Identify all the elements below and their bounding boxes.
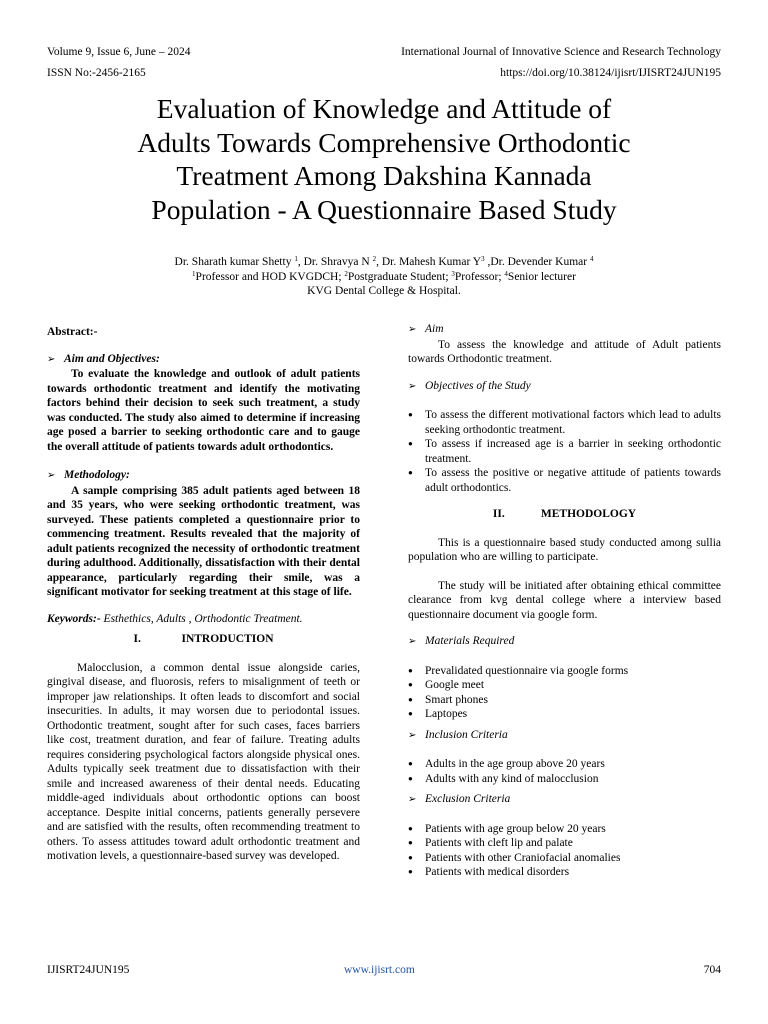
abstract-aim-text: To evaluate the knowledge and outlook of adult patients towards orthodontic treatment and identify the motivating factors behind their decision to seek such treatment, a study was conducted. The study also aimed to determine if increasing age posed a barrier to seeking orthodontic care and to gauge the overall attitude of patients towards adult orthodontics. [47, 368, 360, 453]
exclusion-heading [408, 792, 721, 808]
keywords-text: Esthethics, Adults , Orthodontic Treatment. [100, 612, 303, 625]
aim-label: Aim [425, 323, 444, 335]
arrow-bullet-icon: ➢ [47, 353, 56, 365]
aff-3-mark: 3 [451, 269, 455, 278]
list-item: ● To assess the positive or negative attitude of patients towards adult orthodontics. [408, 466, 721, 495]
arrow-bullet-icon: ➢ [47, 470, 56, 481]
keywords [47, 612, 360, 627]
list-item: ● Patients with other Craniofacial anomalies [408, 851, 721, 866]
arrow-bullet-icon: ➢ [408, 636, 417, 647]
author-2-mark: 2 [372, 255, 377, 263]
issn: ISSN No:-2456-2165 [47, 67, 146, 79]
author-4-mark: 4 [589, 255, 594, 263]
materials-heading [408, 634, 721, 650]
list-item: ● Adults with any kind of malocclusion [408, 772, 721, 787]
author-2: , Dr. Shravya N [297, 256, 373, 268]
author-3: , Dr. Mahesh Kumar Y [376, 256, 482, 268]
aim-objectives-heading [47, 352, 360, 368]
aff-2: Postgraduate Student; [347, 270, 452, 283]
objectives-list [408, 408, 721, 495]
author-4: ,Dr. Devender Kumar [484, 256, 590, 268]
paper-title: Evaluation of Knowledge and Attitude of Adults Towards Comprehensive Orthodontic Treatment Among Dakshina Kannada Population - A Questionnaire Based Study [137, 93, 631, 225]
exclusion-label: Exclusion Criteria [425, 793, 511, 805]
aff-4-mark: 4 [504, 269, 508, 278]
methodology-title: METHODOLOGY [540, 508, 637, 520]
intro-text: Malocclusion, a common dental issue alongside caries, gingival disease, and fluorosis, refers to misalignment of teeth or improper jaw relationships. It often leads to discomfort and social insecurities. In adults, it may worsen due to periodontal issues. Orthodontic treatment, sought after for such cases, faces barriers like cost, treatment duration, and fear of failure. Treating adults requires considering psychological factors alongside physical ones. Adults typically seek treatment due to dissatisfaction with their smile and increased awareness of their dental needs. Educating middle-aged individuals about orthodontic options can boost acceptance. Despite initial concerns, patients generally persevere and are satisfied with the results, often recommending treatment to others. To assess attitudes toward adult orthodontic treatment and motivation levels, a questionnaire-based survey was developed. [47, 661, 360, 862]
author-list [40, 255, 728, 270]
list-item: ● To assess the different motivational factors which lead to adults seeking orthodontic treatment. [408, 408, 721, 437]
left-column [47, 322, 360, 864]
aff-1-mark: 1 [192, 269, 196, 278]
footer-site-link[interactable]: www.ijisrt.com [344, 964, 415, 976]
methodology-p1: This is a questionnaire based study conducted among sullia population who are willing to participate. [408, 536, 721, 563]
inclusion-list [408, 757, 721, 786]
author-1: Dr. Sharath kumar Shetty [174, 256, 295, 268]
list-item: ● Patients with cleft lip and palate [408, 836, 721, 851]
methodology-section-heading [408, 507, 721, 522]
aff-2-mark: 2 [344, 269, 348, 278]
list-item: ● Patients with medical disorders [408, 865, 721, 880]
list-item: ● Laptopes [408, 707, 721, 722]
materials-list [408, 664, 721, 722]
abstract-heading: Abstract:- [47, 326, 98, 338]
intro-section-heading [47, 632, 360, 647]
list-item: ● Prevalidated questionnaire via google forms [408, 664, 721, 679]
aff-4: Senior lecturer [507, 270, 576, 283]
methodology-label: Methodology: [64, 469, 130, 481]
aim-objectives-label: Aim and Objectives: [64, 352, 160, 365]
methodology-p2: The study will be initiated after obtaining ethical committee clearance from kvg dental college where a interview based questionnaire document via google form. [408, 579, 721, 621]
objectives-heading [408, 379, 721, 395]
doi-link[interactable]: https://doi.org/10.38124/ijisrt/IJISRT24JUN195 [500, 67, 721, 79]
exclusion-list [408, 822, 721, 880]
materials-label: Materials Required [425, 635, 515, 647]
arrow-bullet-icon: ➢ [408, 794, 417, 805]
objectives-label: Objectives of the Study [425, 379, 531, 392]
intro-title: INTRODUCTION [181, 633, 274, 645]
list-item: ● Smart phones [408, 693, 721, 708]
author-1-mark: 1 [294, 255, 298, 263]
arrow-bullet-icon: ➢ [408, 324, 417, 335]
aff-1: Professor and HOD KVGDCH; [195, 270, 345, 283]
methodology-number: II. [492, 508, 505, 520]
aim-heading [408, 322, 721, 338]
keywords-label: Keywords:- [47, 612, 101, 625]
list-item: ● Patients with age group below 20 years [408, 822, 721, 837]
footer-code: IJISRT24JUN195 [47, 964, 130, 976]
arrow-bullet-icon: ➢ [408, 380, 417, 392]
author-3-mark: 3 [481, 255, 485, 263]
right-column [408, 322, 721, 880]
abstract-method-text: A sample comprising 385 adult patients aged between 18 and 35 years, who were seeking orthodontic treatment, was surveyed. These patients completed a questionnaire prior to commencing treatment. Results revealed that the majority of adult patients recognized the necessity of orthodontic treatment during adulthood. Additionally, dissatisfaction with their dental appearance, particularly regarding their smile, was a significant motivator for seeking treatment at this stage of life. [47, 484, 360, 598]
intro-number: I. [133, 633, 141, 645]
aim-text: To assess the knowledge and attitude of Adult patients towards Orthodontic treatment. [408, 338, 721, 365]
inclusion-label: Inclusion Criteria [425, 728, 508, 741]
author-block [40, 255, 728, 299]
volume-info: Volume 9, Issue 6, June – 2024 [47, 46, 191, 58]
list-item: ● To assess if increased age is a barrier in seeking orthodontic treatment. [408, 437, 721, 466]
methodology-heading [47, 468, 360, 484]
journal-name: International Journal of Innovative Science and Research Technology [401, 46, 721, 58]
institution: KVG Dental College & Hospital. [307, 285, 461, 297]
page-number: 704 [703, 964, 721, 976]
inclusion-heading [408, 728, 721, 744]
list-item: ● Google meet [408, 678, 721, 693]
aff-3: Professor; [454, 270, 505, 283]
affiliations [40, 270, 728, 285]
arrow-bullet-icon: ➢ [408, 729, 417, 741]
list-item: ● Adults in the age group above 20 years [408, 757, 721, 772]
